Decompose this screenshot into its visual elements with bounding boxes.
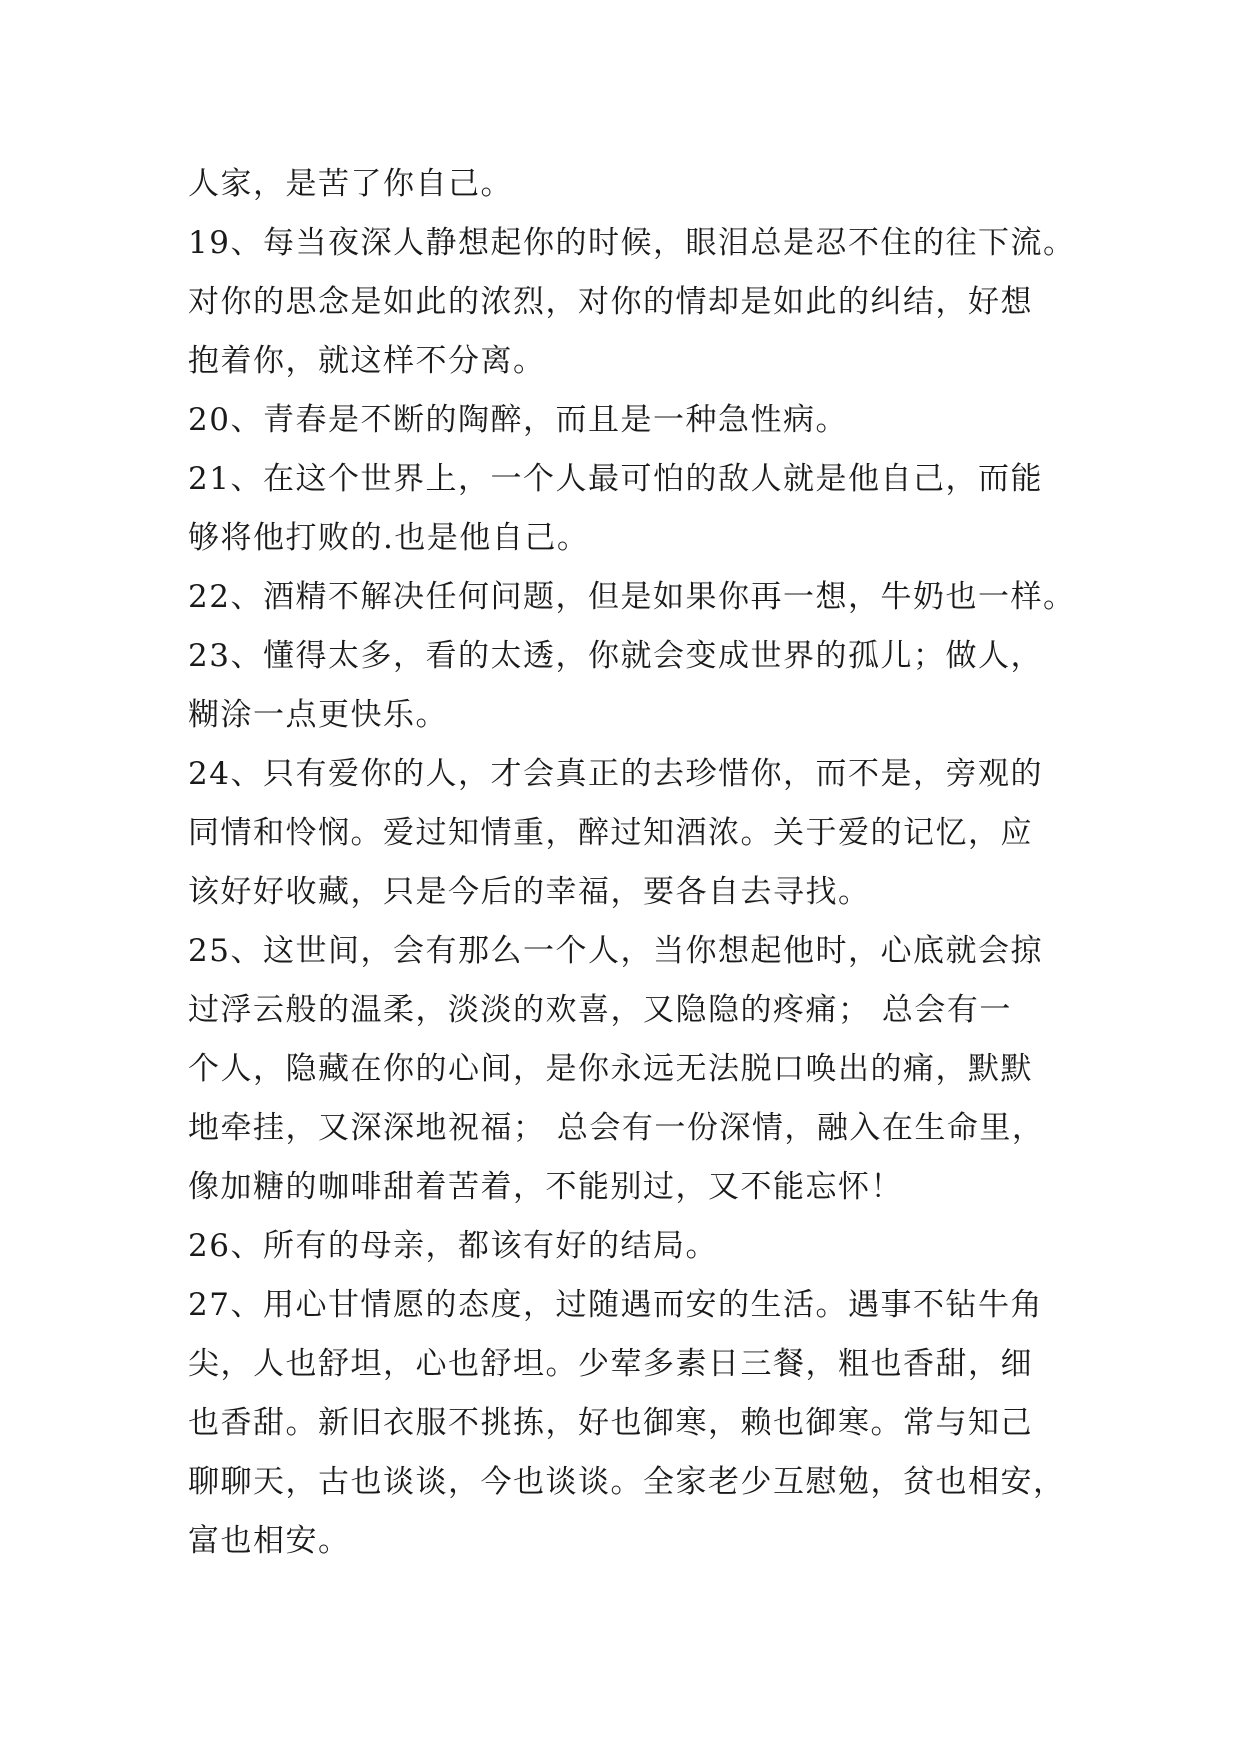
text-line: 23、懂得太多，看的太透，你就会变成世界的孤儿；做人， [188, 638, 1043, 674]
text-line: 同情和怜悯。爱过知情重，醉过知酒浓。关于爱的记忆，应 [188, 815, 1033, 851]
text-line: 聊聊天，古也谈谈，今也谈谈。全家老少互慰勉，贫也相安， [188, 1464, 1066, 1500]
text-line: 地牵挂，又深深地祝福； 总会有一份深情，融入在生命里， [188, 1110, 1045, 1146]
text-line: 个人，隐藏在你的心间，是你永远无法脱口唤出的痛，默默 [188, 1051, 1033, 1087]
text-line: 27、用心甘情愿的态度，过随遇而安的生活。遇事不钻牛角 [188, 1287, 1043, 1323]
text-line: 25、这世间，会有那么一个人，当你想起他时，心底就会掠 [188, 933, 1043, 969]
text-line: 24、只有爱你的人，才会真正的去珍惜你，而不是，旁观的 [188, 756, 1043, 792]
text-line: 尖，人也舒坦，心也舒坦。少荤多素日三餐，粗也香甜，细 [188, 1346, 1033, 1382]
text-line: 也香甜。新旧衣服不挑拣，好也御寒，赖也御寒。常与知己 [188, 1405, 1033, 1441]
text-line: 对你的思念是如此的浓烈，对你的情却是如此的纠结，好想 [188, 284, 1033, 320]
text-line: 该好好收藏，只是今后的幸福，要各自去寻找。 [188, 874, 871, 910]
text-line: 21、在这个世界上，一个人最可怕的敌人就是他自己，而能 [188, 461, 1043, 497]
text-line: 糊涂一点更快乐。 [188, 697, 448, 733]
text-line: 抱着你，就这样不分离。 [188, 343, 546, 379]
text-line: 人家，是苦了你自己。 [188, 166, 513, 202]
document-body [188, 155, 1078, 1571]
text-line: 20、青春是不断的陶醉，而且是一种急性病。 [188, 402, 848, 438]
text-line: 够将他打败的.也是他自己。 [188, 520, 590, 556]
text-line: 富也相安。 [188, 1523, 351, 1559]
text-line: 像加糖的咖啡甜着苦着，不能别过，又不能忘怀！ [188, 1169, 903, 1205]
text-line: 22、酒精不解决任何问题，但是如果你再一想，牛奶也一样。 [188, 579, 1076, 615]
text-line: 过浮云般的温柔，淡淡的欢喜，又隐隐的疼痛； 总会有一 [188, 992, 1012, 1028]
text-line: 26、所有的母亲，都该有好的结局。 [188, 1228, 718, 1264]
text-line: 19、每当夜深人静想起你的时候，眼泪总是忍不住的往下流。 [188, 225, 1076, 261]
